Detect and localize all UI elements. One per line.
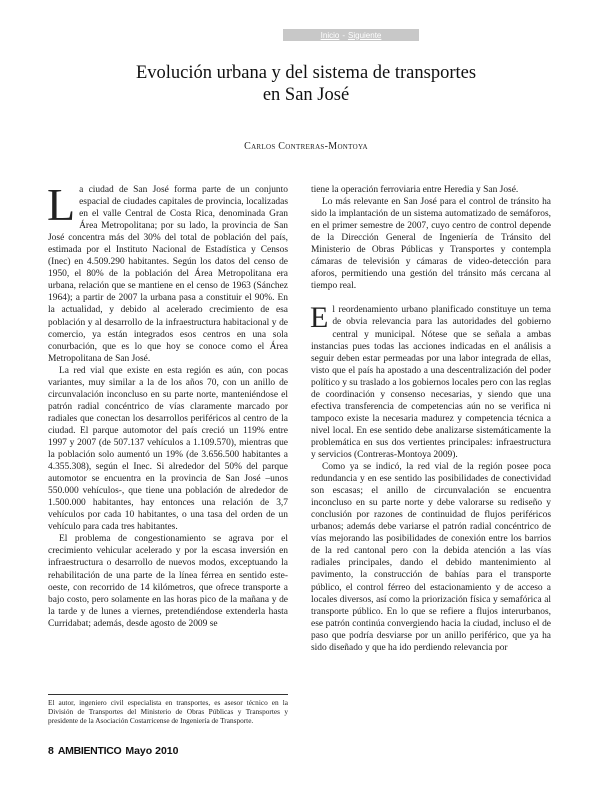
title-line-2: en San José xyxy=(262,85,350,105)
paragraph: La red vial que existe en esta región es aún, con pocas variantes, muy similar a la de los años 70, con un anillo de circunvalación inconcluso en su parte norte, manteniéndose el patrón radial concéntrico de vías claramente marcado por radiales que conectan los desarrollos periféricos al centro de la ciudad. El parque automotor del país creció un 119% entre 1997 y 2007 (de 507.137 vehículos a 1.109.570), mientras que la población solo aumentó un 19% (de 3.656.500 habitantes a 4.355.308), según el Inec. Si alrededor del 50% del parque automotor se encuentra en la provincia de San José –unos 550.000 vehículos-, que tiene una población de alrededor de 1.500.000 habitantes, hay entonces una relación de 3,7 vehículos por cada 10 habitantes, o una tasa del orden de un vehículo para cada tres habitantes. xyxy=(48,365,288,533)
title-line-1: Evolución urbana y del sistema de transportes xyxy=(135,63,477,83)
page-footer xyxy=(48,744,178,758)
footnote: El autor, ingeniero civil especialista en transportes, es asesor técnico en la División de Transportes del Ministerio de Obras Públicas y Transportes y presidente de la Asociación Costarricense de Ingeniería de Transporte. xyxy=(48,698,288,725)
paragraph xyxy=(47,179,288,365)
home-link[interactable]: Inicio xyxy=(320,30,340,40)
navigation-bar xyxy=(283,29,419,41)
paragraph-text: a ciudad de San José forma parte de un conjunto espacial de ciudades capitales de provincia, localizadas en el valle Central de Costa Rica, denominada Gran Área Metropolitana; por su lado, la provincia de San José concentra más del 30% del total de población del país, estimada por el Instituto Nacional de Estadística y Censos (Inec) en 4.509.290 habitantes. Según los datos del censo de 1950, el 80% de la población del Área Metropolitana era urbana, relación que se mantiene en el censo de 1963 (Sánchez 1964); a partir de 2007 la urbana pasa a constituir el 90%. En la actualidad, y debido al acelerado crecimiento de esa población y al desarrollo de la infraestructura habitacional y de comercio, ya están integrados esos centros en una sola conurbación, que es lo que hoy se conoce como el Área Metropolitana de San José. xyxy=(48,185,288,364)
paragraph: Lo más relevante en San José para el control de tránsito ha sido la implantación de un sistema automatizado de semáforos, en el primer semestre de 2007, cuyo centro de control depende de la Dirección General de Ingeniería de Tránsito del Ministerio de Obras Públicas y Transportes y contempla cámaras de televisión y cámaras de video-detección para aforos, permitiendo una gestión del tránsito más cercana al tiempo real. xyxy=(311,197,551,292)
drop-cap: E xyxy=(310,301,329,335)
paragraph: El problema de congestionamiento se agrava por el crecimiento vehicular acelerado y por la escasa inversión en infraestructura o desarrollo de nuevos modos, exceptuando la rehabilitación de una parte de la línea férrea en sentido este-oeste, con recorrido de 14 kilómetros, que ofrece transporte a bajo costo, pero solamente en las horas pico de la mañana y de la tarde y de lunes a viernes, pretendiéndose extenderla hasta Curridabat; además, desde agosto de 2009 se xyxy=(48,534,288,629)
next-link[interactable]: Siguiente xyxy=(348,30,382,40)
page-number: 8 xyxy=(48,745,54,757)
footnote-divider xyxy=(48,694,288,695)
right-column xyxy=(311,184,551,654)
paragraph: tiene la operación ferroviaria entre Heredia y San José. xyxy=(311,185,519,195)
issue-date: Mayo 2010 xyxy=(125,745,179,757)
drop-cap: L xyxy=(47,179,76,230)
paragraph-text: l reordenamiento urbano planificado constituye un tema de obvia relevancia para las autoridades del gobierno central y municipal. Nótese que se señala a ambas instancias pues todas las acciones indicadas en el análisis a seguir deben estar permeadas por una labor integrada de ellas, visto que el país ha apostado a una descentralización del poder político y su traslado a los gobiernos locales pero con las reglas de coordinación y consenso necesarias, y siendo que una efectiva transferencia de competencias aún no se verifica ni tampoco existe la necesaria madurez y competencia técnica a nivel local. En ese sentido debe analizarse sistemáticamente la problemática en sus dos vertientes principales: infraestructura y servicios (Contreras-Montoya 2009). xyxy=(311,305,551,460)
paragraph: Como ya se indicó, la red vial de la región posee poca redundancia y en ese sentido las posibilidades de conectividad son escasas; el anillo de circunvalación se encuentra inconcluso en su parte norte y debe valorarse su rediseño y conclusión por razones de continuidad de flujos periféricos urbanos; además debe variarse el patrón radial concéntrico de vías mejorando las posibilidades de conexión entre los barrios de la red cantonal pero con la debida atención a las vías radiales principales, dando el debido mantenimiento al pavimento, la construcción de bahías para el transporte público, el control férreo del estacionamiento y de acceso a locales diversos, así como la priorización física y semafórica al transporte público. En lo que se refiere a flujos interurbanos, ese patrón continúa convergiendo hacia la ciudad, incluso el de paso que podría desviarse por un anillo periférico, que ya ha sido diseñado y que ha ido perdiendo relevancia por xyxy=(311,462,551,653)
left-column xyxy=(47,179,288,630)
article-title xyxy=(60,62,552,106)
nav-separator: - xyxy=(342,30,345,40)
paragraph xyxy=(310,301,551,461)
author-name: Carlos Contreras-Montoya xyxy=(244,141,368,152)
magazine-logo: AMBIENTICO xyxy=(57,745,122,757)
